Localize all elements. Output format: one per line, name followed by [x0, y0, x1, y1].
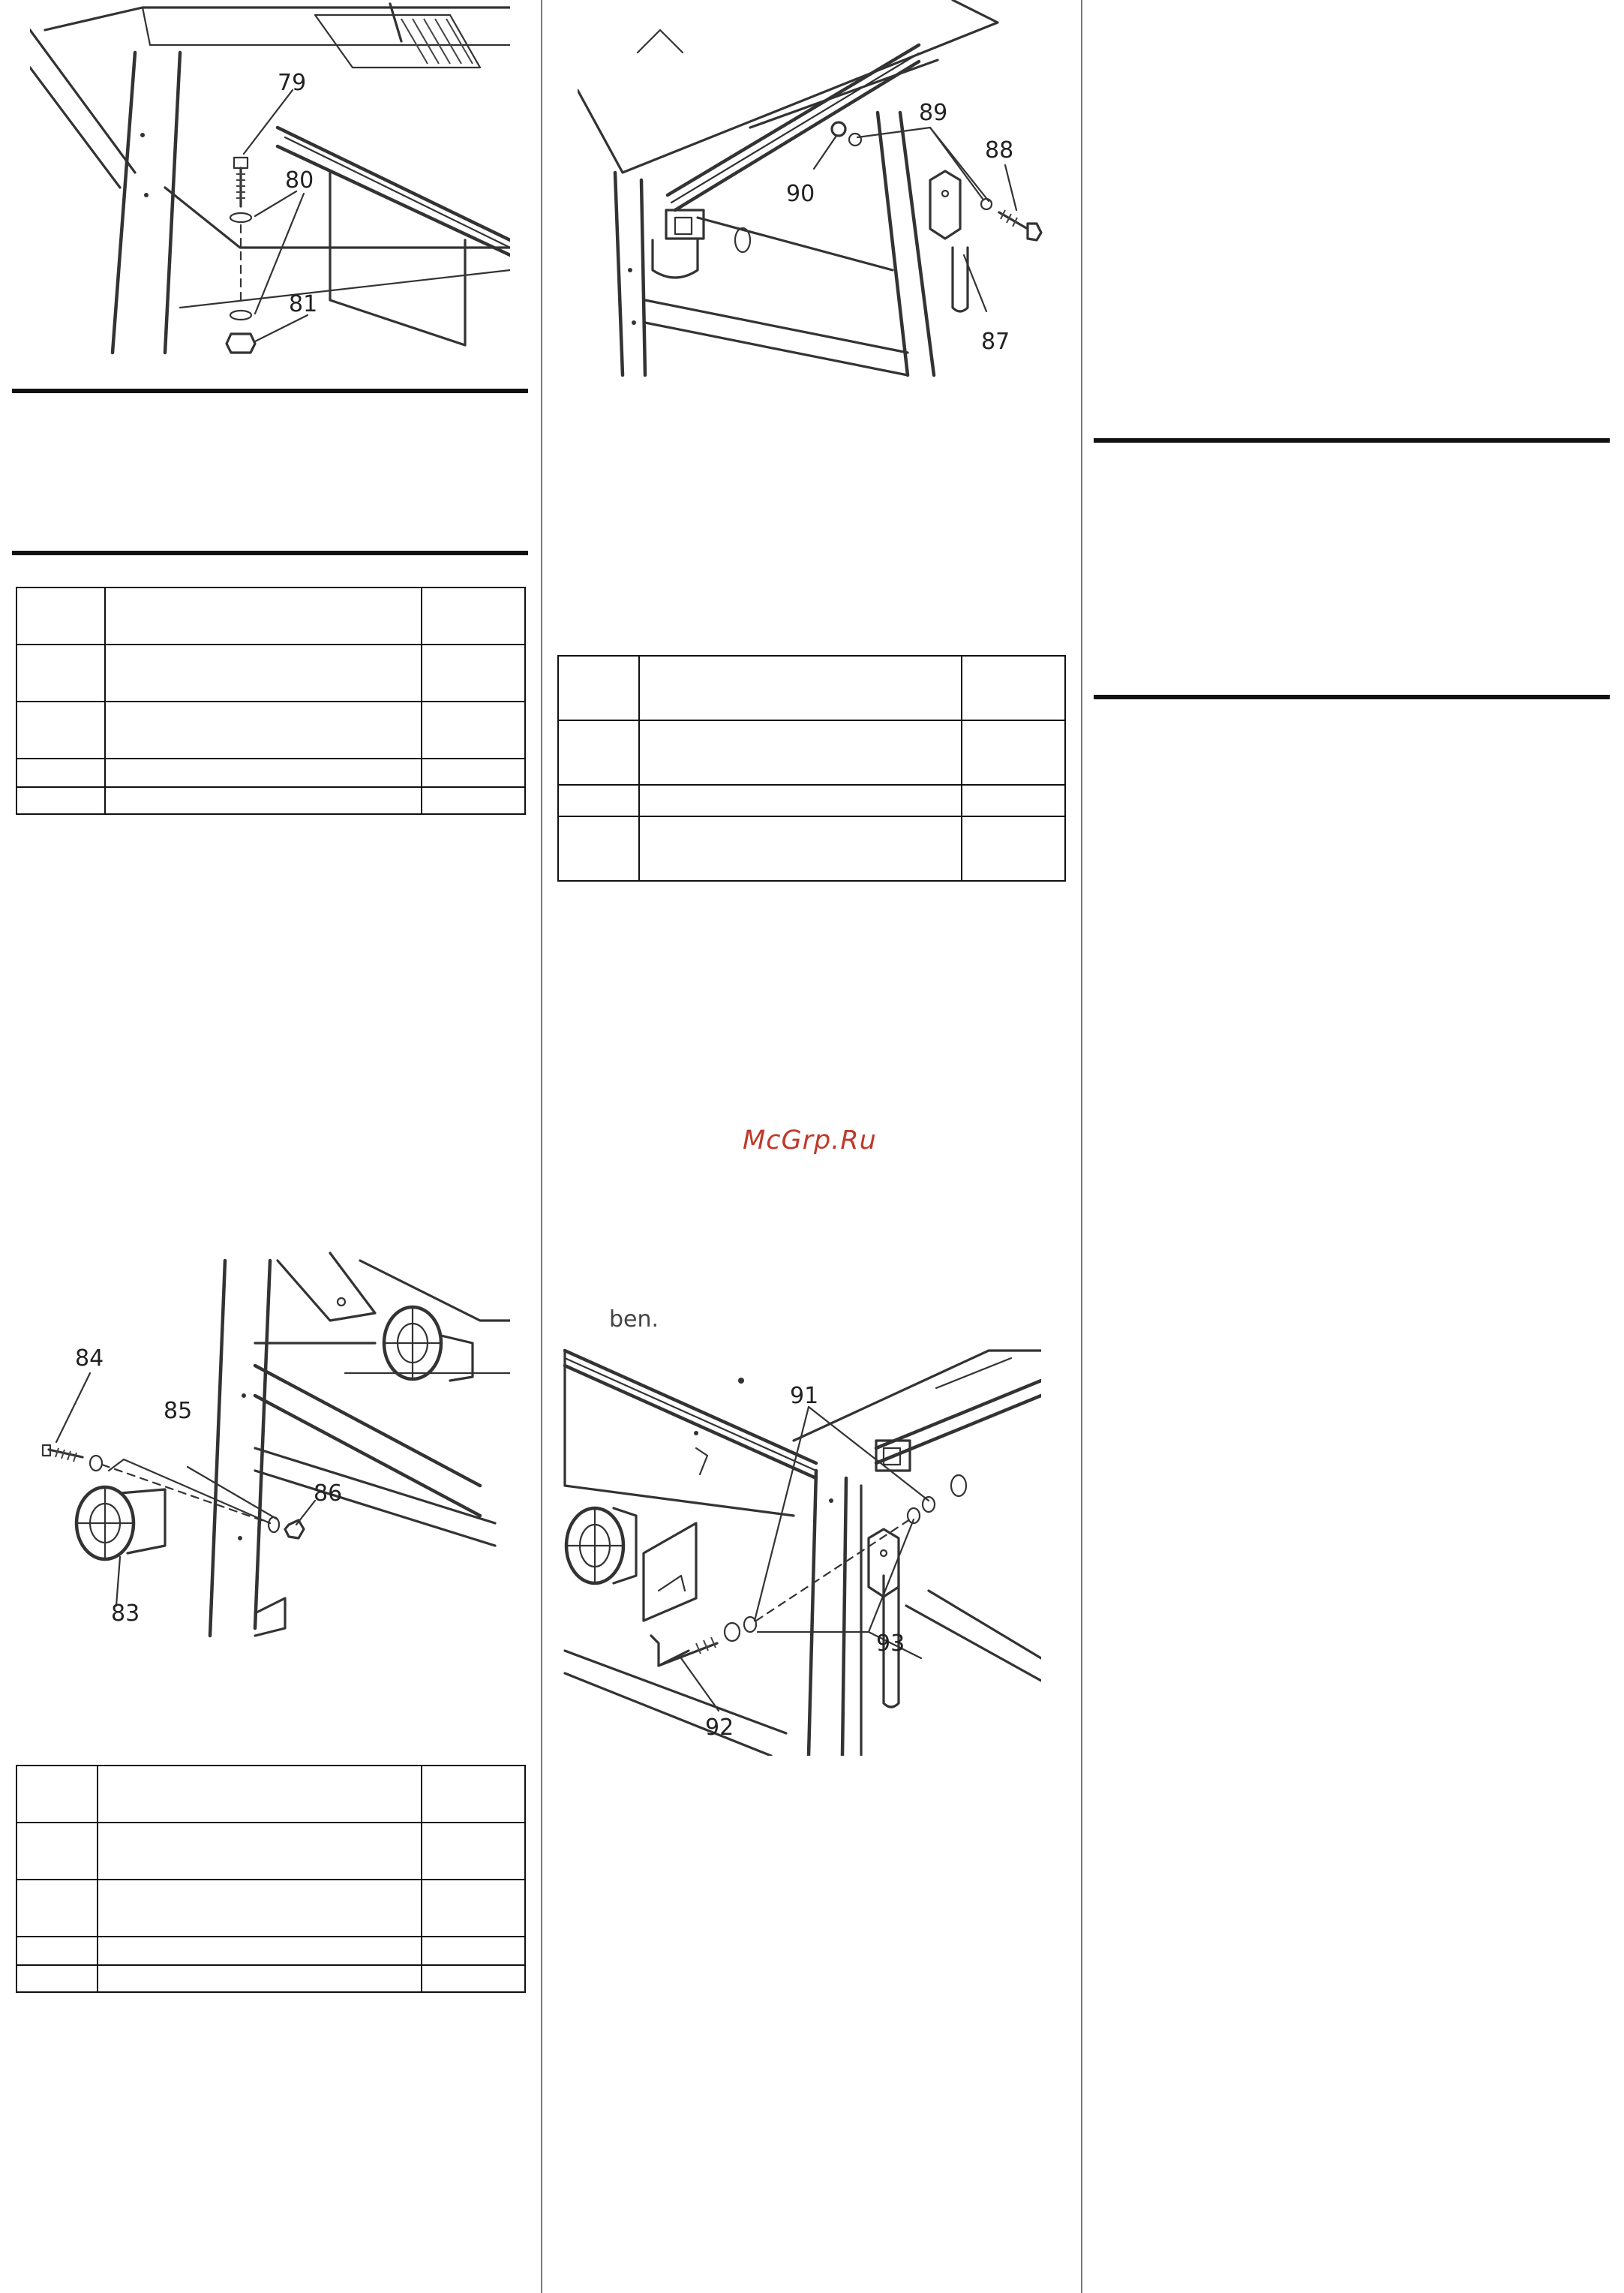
- extension-rail-assembly-figure: [578, 0, 1050, 379]
- figure-caption-fragment: ben.: [609, 1306, 659, 1333]
- table-row: [17, 1823, 525, 1880]
- column-divider-left: [541, 0, 542, 2293]
- wheel-assembly-drawing: [30, 1246, 510, 1643]
- table-row: [17, 1937, 525, 1965]
- callout-86: 86: [314, 1480, 343, 1507]
- table-row: [17, 1965, 525, 1992]
- table-row: [558, 816, 1065, 881]
- callout-81: 81: [289, 291, 318, 317]
- callout-90: 90: [786, 181, 815, 207]
- handle-assembly-figure: [561, 1336, 1041, 1756]
- parts-table-2: [16, 1765, 526, 1993]
- table-row: [17, 645, 525, 702]
- callout-91: 91: [790, 1383, 819, 1409]
- callout-93: 93: [876, 1630, 905, 1657]
- callout-83: 83: [111, 1600, 140, 1627]
- table-row: [558, 785, 1065, 816]
- table-row: [17, 1766, 525, 1823]
- table-row: [558, 656, 1065, 720]
- table-row: [17, 759, 525, 787]
- callout-87: 87: [981, 329, 1010, 355]
- parts-table-1: [16, 587, 526, 815]
- wheel-assembly-figure: [30, 1246, 510, 1643]
- section-rule-3: [1094, 438, 1610, 443]
- stand-leg-assembly-figure: [30, 0, 510, 360]
- table-row: [17, 787, 525, 814]
- table-row: [17, 588, 525, 645]
- parts-table-3: [557, 655, 1066, 882]
- section-rule-2: [12, 551, 528, 555]
- callout-79: 79: [278, 70, 307, 96]
- callout-89: 89: [919, 100, 948, 126]
- stand-leg-assembly-drawing: [30, 0, 510, 360]
- handle-assembly-drawing: [561, 1336, 1041, 1756]
- callout-92: 92: [705, 1714, 734, 1741]
- watermark: McGrp.Ru: [743, 1125, 877, 1156]
- table-row: [558, 720, 1065, 785]
- callout-84: 84: [75, 1345, 104, 1372]
- callout-88: 88: [985, 137, 1014, 164]
- callout-85: 85: [164, 1398, 193, 1424]
- section-rule-4: [1094, 695, 1610, 699]
- callout-80: 80: [285, 167, 314, 194]
- extension-rail-assembly-drawing: [578, 0, 1050, 379]
- table-row: [17, 1880, 525, 1937]
- table-row: [17, 702, 525, 759]
- section-rule-1: [12, 389, 528, 393]
- column-divider-right: [1081, 0, 1082, 2293]
